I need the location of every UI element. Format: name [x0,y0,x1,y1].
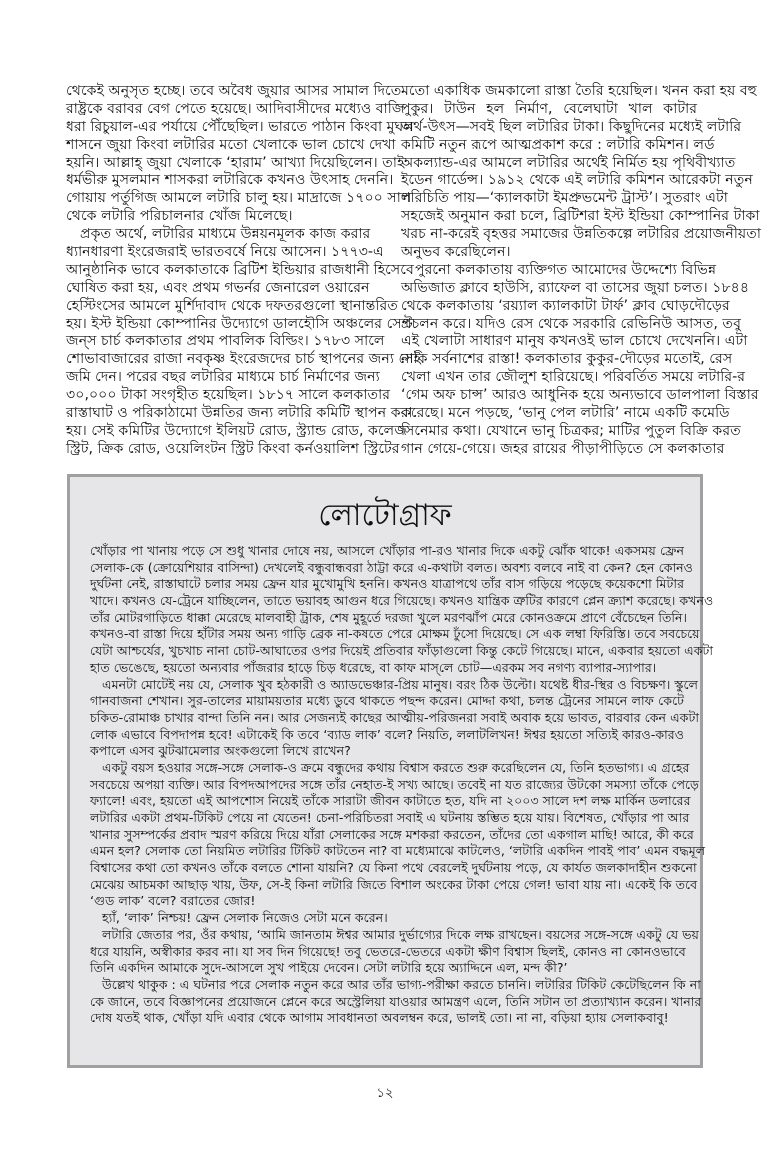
paragraph [66,226,421,459]
text-line: কে জানে, তবে বিজ্ঞাপনের প্রয়োজনে প্লেনে করে অস্ট্রেলিয়া যাওয়ার আমন্ত্রণ এলে, তিনি সটান তা প্রত্যাখ্যান করেন। খানার [90,993,702,1009]
text-line: কমিটি নতুন রূপে আত্মপ্রকাশ করে : লটারি কমিশন। লর্ড [401,136,715,153]
text-line: সহজেই অনুমান করা চলে, ব্রিটিশরা ইস্ট ইন্ডিয়া কোম্পানির টাকা [401,208,760,225]
text-line: গোয়ায় পর্তুগিজ আমলে লটারি চালু হয়। মাদ্রাজে ১৭০০ সাল [66,190,412,207]
text-line: ‘গেম অফ চান্স’ আরও আধুনিক হয়ে অন্যভাবে ডালপালা বিস্তার [401,387,759,404]
paragraph [90,976,702,1027]
text-line: এমনটা মোটেই নয় যে, সেলাক খুব হঠকারী ও অ্যাডভেঞ্চার-প্রিয় মানুষ। বরং ঠিক উল্টো। যথেষ্ট ধীর-স্থির ও বিচক্ষণ। স্কুলে [102,676,698,692]
text-line: রাস্তাঘাট ও পরিকাঠামো উন্নতির জন্য লটারি কমিটি স্থাপন করা [66,405,413,422]
text-line: যেটা আশ্চর্যের, খুচখাচ নানা চোট-আঘাতের ওপর দিয়েই প্রতিবার ফাঁড়াগুলো কিন্তু কেটে গিয়েছে। মানে, একবার হয়তো একটা [90,643,714,659]
text-line: দুর্ঘটনা নেই, রাস্তাঘাটে চলার সময় ফ্রেন যার মুখোমুখি হননি। কখনও যাত্রাপথে তাঁর বাস গড়িয়ে পড়েছে কয়েকশো মিটার [90,576,684,592]
text-line: তিনি একদিন আমাকে সুদে-আসলে সুখ পাইয়ে দেবেন। সেটা লটারি হয়ে অ্যাদ্দিনে এল, মন্দ কী?’ [90,960,568,976]
text-line: হ্যাঁ, ‘লাক’ নিশ্চয়! ফ্রেন সেলাক নিজেও সেটা মনে করেন। [102,910,388,926]
text-line: কখনও-বা রাস্তা দিয়ে হাঁটার সময় অন্য গাড়ি ব্রেক না-কষতে পেরে মোক্ষম ঢুঁসো দিয়েছে। সে এক লম্বা ফিরিস্তি। তবে সবচেয়ে [90,626,700,642]
text-line: ধ্যানধারণা ইংরেজরাই ভারতবর্ষে নিয়ে আসেন। ১৭৭৩-এ [66,244,384,261]
paragraph [90,543,714,677]
text-line: হয়। সেই কমিটির উদ্যোগে ইলিয়ট রোড, স্ট্র্যান্ড রোড, কলেজ [66,422,407,439]
text-line: পরিচিতি পায়—‘ক্যালকাটা ইমপ্রুভমেন্ট ট্রাস্ট’। সুতরাং এটা [401,190,728,207]
text-line: স্ট্রিট, ক্রিক রোড, ওয়েলিংটন স্ট্রিট কিংবা কর্নওয়ালিশ স্ট্রিটের [66,440,400,457]
text-line: এই খেলাটা সাধারণ মানুষ কখনওই ভাল চোখে দেখেননি। এটা [401,333,748,350]
text-line: বিশ্বাসের কথা তো কখনও তাঁকে বলতে শোনা যায়নি? যে কিনা পথে বেরলেই দুর্ঘটনায় পড়ে, যে কার্যত জলকাদাহীন শুকনো [90,860,697,876]
text-line: হয়নি। আল্লাহ্‌ জুয়া খেলাকে ‘হারাম’ আখ্যা দিয়েছিলেন। তাই [66,154,405,171]
text-line: থেকে লটারি পরিচালনার খোঁজ মিলেছে। [66,208,293,225]
text-line: প্রচলন করে। যদিও রেস থেকে সরকারি রেভিনিউ আসত, তবু [401,315,741,332]
text-line: প্রকৃত অর্থে, লটারির মাধ্যমে উন্নয়নমূলক কাজ করার [80,226,371,243]
text-line: হেস্টিংসের আমলে মুর্শিদাবাদ থেকে দফতরগুলো স্থানান্তরিত [66,297,398,314]
text-line: অনুভব করেছিলেন। [401,244,511,261]
sidebar-box [67,474,714,1068]
text-line: রাষ্ট্রকে বরাবর বেগ পেতে হয়েছে। আদিবাসীদের মধ্যেও বাজি [66,100,405,117]
text-line: মতো একাধিক জমকালো রাস্তা তৈরি হয়েছিল। খনন করা হয় বহু [401,83,757,99]
paragraph [90,926,699,977]
text-line: ধরে যায়নি, অস্বীকার করব না। যা সব দিন গিয়েছে! তবু ভেতরে-ভেতরে একটা ক্ষীণ বিশ্বাস ছিলই, কোনও না কোনওভাবে [90,943,686,959]
text-line: করেছে। মনে পড়ছে, ‘ভানু পেল লটারি’ নামে একটি কমেডি [401,405,730,422]
text-line: ধর্মভীরু মুসলমান শাসকরা লটারিকে কখনও উৎসাহ দেননি। [66,172,394,189]
paragraph [90,910,684,927]
text-line: জন্‌স চার্চ কলকাতার প্রথম পাবলিক বিল্ডিং। ১৭৮৩ সালে [66,333,385,350]
text-line: লটারির একটা প্রথম-টিকিট পেয়ে না যেতেন! চেনা-পরিচিতরা সবাই এ ঘটনায় স্তম্ভিত হয়ে যায়। বিশেষত, খোঁড়ার পা আর [90,810,690,825]
text-line: খানার সুসম্পর্কের প্রবাদ স্মরণ করিয়ে দিয়ে যাঁরা সেলাকের সঙ্গে মশকরা করতেন, তাঁদের তো একগাল মাছি! আরে, কী করে [90,826,694,842]
text-line: লোক এভাবে বিপদাপন্ন হবে! এটাকেই কি তবে ‘ব্যাড লাক’ বলে? নিয়তি, ললাটলিখন! ঈশ্বর হয়তো সত্যিই কারও-কারও [90,726,684,742]
right-column [401,83,762,459]
text-line: ৩০,০০০ টাকা সংগৃহীত হয়েছিল। ১৮১৭ সালে কলকাতার [66,387,391,404]
text-line: ফ্যালে! এবং, হয়তো এই আপশোস নিয়েই তাঁকে সারাটা জীবন কাটাতে হত, যদি না ২০০৩ সালে দশ লক্ষ মার্কিন ডলারের [90,793,691,809]
text-line: ‘গুড লাক’ বলে? বরাতের জোর! [90,893,256,909]
text-line: সিনেমার কথা। যেখানে ভানু চিত্রকর; মাটির পুতুল বিক্রি করত [401,422,741,439]
text-line: এমন হল? সেলাক তো নিয়মিত লটারির টিকিট কাটতেন না? বা মধ্যেমাঝে কাটলেও, ‘লটারি একদিন পাবই পাব’ এমন বদ্ধমূল [90,843,706,859]
text-line: তাঁর মোটরগাড়িতে ধাক্কা মেরেছে মালবাহী ট্রাক, শেষ মুহূর্তে দরজা খুলে মরণঝাঁপ মেরে কোনওক্রমে প্রাণে বেঁচেছেন তিনি। [90,609,688,625]
text-line: ঘোষিত করা হয়, এবং প্রথম গভর্নর জেনারেল ওয়ারেন [66,279,370,296]
text-line: খেলা এখন তার জৌলুশ হারিয়েছে। পরিবর্তিত সময়ে লটারি-র [401,369,746,386]
text-line: খোঁড়ার পা খানায় পড়ে সে শুধু খানার দোষে নয়, আসলে খোঁড়ার পা-রও খানার দিকে একটু ঝোঁক থাকে! একসময় ফ্রেন [90,543,684,558]
text-line: সবচেয়ে অপয়া ব্যক্তি। আর বিপদআপদের সঙ্গে তাঁর নেহাত-ই সখ্য আছে। তবেই না যত রাজ্যের উটকো সমস্যা তাঁকে পেড়ে [90,776,700,792]
text-line: হয়। ইস্ট ইন্ডিয়া কোম্পানির উদ্যোগে ডালহৌসি অঞ্চলের সেন্ট [66,315,413,332]
text-line: শোভাবাজারের রাজা নবকৃষ্ণ ইংরেজদের চার্চ স্থাপনের জন্য সেই [66,351,421,368]
paragraph [401,83,762,262]
text-line: একটু বয়স হওয়ার সঙ্গে-সঙ্গে সেলাক-ও ক্রমে বন্ধুদের কথায় বিশ্বাস করতে শুরু করেছিলেন যে, তিনি হতভাগ্য। এ গ্রহের [102,759,690,775]
text-line: উল্লেখ থাকুক : এ ঘটনার পরে সেলাক নতুন করে আর তাঁর ভাগ্য-পরীক্ষা করতে চাননি। লটারির টিকিট কেটেছিলেন কি না [102,976,701,992]
text-line: অভিজাত ক্লাবে হাউসি, র‍্যাফেল বা তাসের জুয়া চলত। ১৮৪৪ [401,279,750,296]
paragraph [401,261,759,459]
text-line: শাসনে জুয়া কিংবা লটারির মতো খেলাকে ভাল চোখে দেখা [66,136,396,153]
text-line: নাকি সর্বনাশের রাস্তা! কলকাতার কুকুর-দৌড়ের মতোই, রেস [401,351,733,368]
sidebar-box-body [90,543,714,1027]
text-line: খরচ না-করেই বৃহত্তর সমাজের উন্নতিকল্পে লটারির প্রয়োজনীয়তা [401,226,762,243]
text-line: চকিত-রোমাঞ্চ চাখার বান্দা তিনি নন। আর সেজন্যই কাছের আত্মীয়-পরিজনরা সবাই অবাক হয়ে ভাবত, বারবার কেন একটা [90,709,699,725]
text-line: থেকেই অনুসৃত হচ্ছে। তবে অবৈধ জুয়ার আসর সামাল দিতে [66,83,402,99]
text-line: অকল্যান্ড-এর আমলে লটারির অর্থেই নির্মিত হয় পৃথিবীখ্যাত [401,154,736,171]
text-line: গান গেয়ে-গেয়ে। জহর রায়ের পীড়াপীড়িতে সে কলকাতার [401,440,725,457]
text-line: দোষ যতই থাক, খোঁড়া যদি এবার থেকে আগাম সাবধানতা অবলম্বন করে, ভালই তো। না না, বড়িয়া হ্যায় সেলাকবাবু! [90,1010,669,1026]
paragraph [90,676,699,760]
paragraph [66,83,414,226]
text-line: থেকে কলকাতায় ‘রয়্যাল ক্যালকাটা টার্ফ’ ক্লাব ঘোড়দৌড়ের [401,297,730,314]
text-line: খাদে। কখনও যে-ট্রেনে যাচ্ছিলেন, তাতে ভয়াবহ আগুন ধরে গিয়েছে। কখনও যান্ত্রিক ত্রুটির কারণে প্লেন ক্র্যাশ করেছে। কখনও [90,593,714,609]
text-line: আনুষ্ঠানিক ভাবে কলকাতাকে ব্রিটিশ ইন্ডিয়ার রাজধানী হিসেবে [66,261,414,278]
text-line: হাত ভেঙেছে, হয়তো অন্যবার পাঁজরার হাড়ে চিড় ধরেছে, বা কাফ মাস্‌লে চোট—এরকম সব নগণ্য ব্যাপার-স্যাপার। [90,659,657,675]
text-line: গানবাজনা শেখান। সুর-তালের মায়াময়তার মধ্যে ডুবে থাকতে পছন্দ করেন। মোদ্দা কথা, চলন্ত ট্রেনের সামনে লাফ কেটে [90,693,684,709]
page-number: ১২ [376,1086,394,1101]
text-line: লটারি জেতার পর, ওঁর কথায়, ‘আমি জানতাম ঈশ্বর আমার দুর্ভাগ্যের দিকে লক্ষ রাখছেন। বয়সের সঙ্গে-সঙ্গে একটু যে ভয় [102,926,699,942]
paragraph [90,759,706,910]
text-line: মেঝেয় আচমকা আছাড় খায়, উফ, সে-ই কিনা লটারি জিতে বিশাল অংকের টাকা পেয়ে গেল! ভাবা যায় না। একেই কি তবে [90,876,698,892]
text-line: পুকুর। টাউন হল নির্মাণ, বেলেঘাটা খাল কাটার [401,100,697,117]
text-line: ধরা রিচুয়াল-এর পর্যায়ে পৌঁছেছিল। ভারতে পাঠান কিংবা মুঘল [66,118,414,135]
text-line: কপালে এসব ঝুটঝামেলার অংকগুলো লিখে রাখেন? [90,743,351,759]
text-line: জমি দেন। পরের বছর লটারির মাধ্যমে চার্চ নির্মাণের জন্য [66,369,380,386]
text-line: ইডেন গার্ডেন্স। ১৯১২ থেকে এই লটারি কমিশন আরেকটা নতুন [401,172,753,189]
sidebar-box-title: লোটোগ্রাফ [318,498,452,533]
text-line: সেলাক-কে (ক্রোয়েশিয়ার বাসিন্দা) দেখলেই বন্ধুবান্ধবরা ঠাট্টা করে এ-কথাটা বলত। অবশ্য বলবে নাই বা কেন? হেন কোনও [90,559,693,575]
left-column [66,83,421,459]
text-line: পুরনো কলকাতায় ব্যক্তিগত আমোদের উদ্দেশ্যে বিভিন্ন [415,261,717,278]
text-line: অর্থ-উৎস—সবই ছিল লটারির টাকা। কিছুদিনের মধ্যেই লটারি [401,118,742,135]
